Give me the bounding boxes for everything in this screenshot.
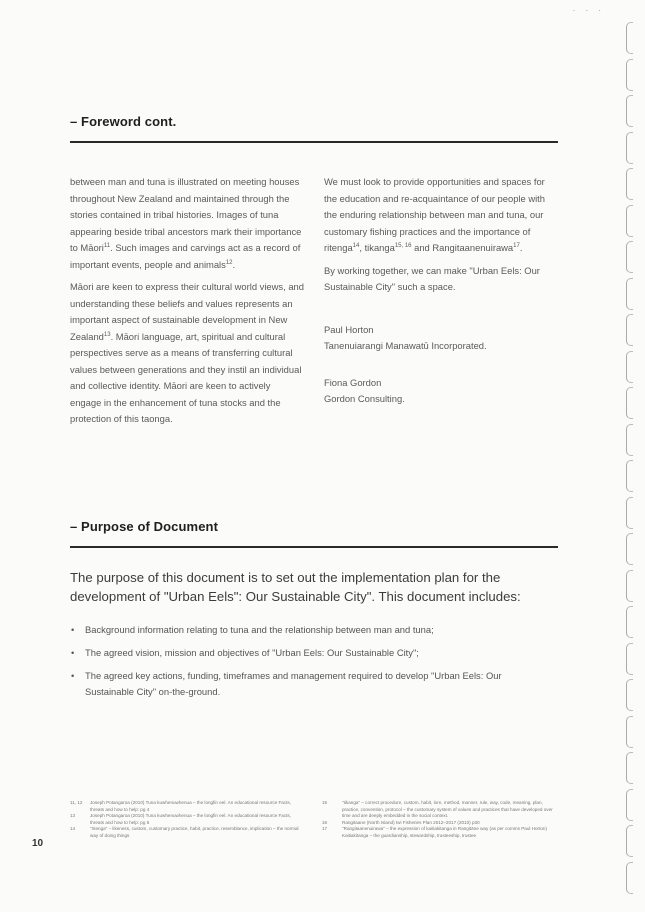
binder-ring bbox=[626, 241, 633, 273]
signatory-organisation: Tanenuiarangi Manawatū Incorporated. bbox=[324, 340, 487, 351]
paragraph bbox=[70, 279, 304, 428]
binder-ring bbox=[626, 22, 633, 54]
signatory-name: Fiona Gordon bbox=[324, 376, 382, 388]
footnote-number: 17 bbox=[322, 826, 328, 832]
scan-specks: · · · bbox=[572, 6, 605, 15]
footnote bbox=[322, 800, 558, 820]
paragraph-text: , tikanga bbox=[359, 242, 395, 253]
footnote bbox=[70, 813, 300, 826]
binder-ring bbox=[626, 825, 633, 857]
footnote-text: Joseph Potangaroa (2010) Tuna kuwhenuwhenua – the longfin eel. An educational resource Facts, threats and how to help: pg 5 bbox=[90, 813, 291, 825]
footnote-text: Joseph Potangaroa (2010) Tuna kuwhenuwhenua – the longfin eel. An educational resource Facts, threats and how to help: pg 4 bbox=[90, 800, 291, 812]
binder-ring bbox=[626, 862, 633, 894]
binder-ring bbox=[626, 59, 633, 91]
footnote bbox=[322, 820, 558, 827]
footnote-ref: 15, 16 bbox=[394, 242, 412, 249]
foreword-rule bbox=[70, 141, 558, 143]
paragraph bbox=[324, 263, 558, 296]
list-item: • Background information relating to tuna and the relationship between man and tuna; bbox=[70, 622, 550, 638]
binder-ring bbox=[626, 95, 633, 127]
paragraph-text: between man and tuna is illustrated on meeting houses throughout New Zealand and maintained through the stories contained in tribal histories. Images of tuna appearing beside tribal ancestors mark their importance to Māori bbox=[70, 176, 302, 253]
signatory-name: Paul Horton bbox=[324, 323, 374, 335]
purpose-bullet-list bbox=[70, 622, 550, 707]
footnote-number: 11, 12 bbox=[70, 800, 83, 805]
foreword-heading: – Foreword cont. bbox=[70, 114, 177, 129]
paragraph-text: We must look to provide opportunities and spaces for the education and re-acquaintance of our people with the enduring relationship between man and tuna, our customary fishing practices and the importance of ritenga bbox=[324, 176, 545, 253]
binder-ring bbox=[626, 570, 633, 602]
footnote-text: Rangitaane (North Island) Iwi Fisheries Plan 2012–2017 (2010) p30 bbox=[342, 819, 480, 825]
paragraph-text: By working together, we can make "Urban Eels: Our Sustainable City" such a space. bbox=[324, 264, 540, 292]
footnote-ref: 13 bbox=[103, 331, 111, 338]
footnote-text: "tikanga" – correct procedure, custom, habit, lore, method, manner, rule, way, code, meaning, plan, practice, convention, protocol – the customary system of values and practices that have developed over time and are deeply embedded in the social context. bbox=[342, 800, 553, 819]
footnote-number: 15 bbox=[322, 800, 328, 805]
footnotes-right bbox=[322, 800, 558, 840]
binder-ring bbox=[626, 168, 633, 200]
paragraph-text: . Māori language, art, spiritual and cultural perspectives serve as a means of transferring cultural values between generations and they instil an individual and collective identity. Māori are keen to actively engage in the enhancement of tuna stocks and the protection of this taonga. bbox=[70, 330, 302, 424]
binder-ring bbox=[626, 716, 633, 748]
purpose-lead-text: The purpose of this document is to set out the implementation plan for the development of "Urban Eels": Our Sustainable City". This document includes: bbox=[70, 570, 521, 604]
footnote-ref: 17 bbox=[513, 242, 520, 249]
binder-ring bbox=[626, 314, 633, 346]
footnote bbox=[70, 800, 300, 813]
binder-ring bbox=[626, 533, 633, 565]
footnote-ref: 11 bbox=[103, 242, 111, 249]
binder-ring bbox=[626, 606, 633, 638]
binder-ring bbox=[626, 351, 633, 383]
footnote-text: "Rangitaanenuirawa" – the expression of kaitiakitanga in Rangitāne way (as per comms Paul Horton) Kaitiakitanga – the guardianship, stewardship, trusteeship, trustee bbox=[342, 826, 547, 838]
binder-ring bbox=[626, 679, 633, 711]
paragraph-text: . bbox=[519, 242, 523, 253]
binder-edge bbox=[615, 10, 637, 900]
signatory-organisation: Gordon Consulting. bbox=[324, 393, 405, 404]
page-number: 10 bbox=[32, 838, 44, 849]
paragraph-text: Māori are keen to express their cultural world views, and understanding these beliefs and values represents an important aspect of sustainable development in New Zealand bbox=[70, 281, 304, 342]
binder-ring bbox=[626, 205, 633, 237]
footnote-ref: 14 bbox=[352, 242, 360, 249]
binder-ring bbox=[626, 497, 633, 529]
binder-ring bbox=[626, 752, 633, 784]
paragraph-text: . Such images and carvings act as a record of important events, people and animals bbox=[70, 242, 301, 270]
footnote-number: 14 bbox=[70, 826, 76, 832]
binder-ring bbox=[626, 278, 633, 310]
paragraph-text: . bbox=[232, 258, 236, 270]
signatory-block bbox=[324, 375, 558, 408]
paragraph bbox=[324, 174, 558, 257]
list-item: • The agreed vision, mission and objectives of "Urban Eels: Our Sustainable City"; bbox=[70, 645, 550, 661]
paragraph bbox=[70, 174, 304, 273]
footnote bbox=[322, 826, 558, 839]
purpose-heading: – Purpose of Document bbox=[70, 519, 219, 534]
footnotes-left bbox=[70, 800, 300, 840]
foreword-right-paragraphs bbox=[324, 174, 558, 296]
foreword-left-column bbox=[70, 174, 304, 434]
list-item: • The agreed key actions, funding, timeframes and management required to develop "Urban Eels: Our Sustainable City" on-the-ground. bbox=[70, 668, 550, 700]
paragraph-text: and Rangitaanenuirawa bbox=[411, 242, 514, 253]
binder-ring bbox=[626, 132, 633, 164]
footnote-number: 16 bbox=[322, 819, 328, 825]
footnote-text: "ritenga" – likeness, custom, customary practice, habit, practice, resemblance, implication – the normal way of doing things bbox=[90, 826, 299, 838]
binder-ring bbox=[626, 643, 633, 675]
binder-ring bbox=[626, 789, 633, 821]
foreword-right-column bbox=[324, 174, 558, 408]
binder-ring bbox=[626, 424, 633, 456]
footnote-ref: 12 bbox=[225, 259, 233, 266]
signatory-block bbox=[324, 322, 558, 355]
footnote bbox=[70, 826, 300, 839]
binder-ring bbox=[626, 460, 633, 492]
purpose-rule bbox=[70, 546, 558, 548]
footnote-number: 13 bbox=[70, 813, 76, 819]
binder-ring bbox=[626, 387, 633, 419]
